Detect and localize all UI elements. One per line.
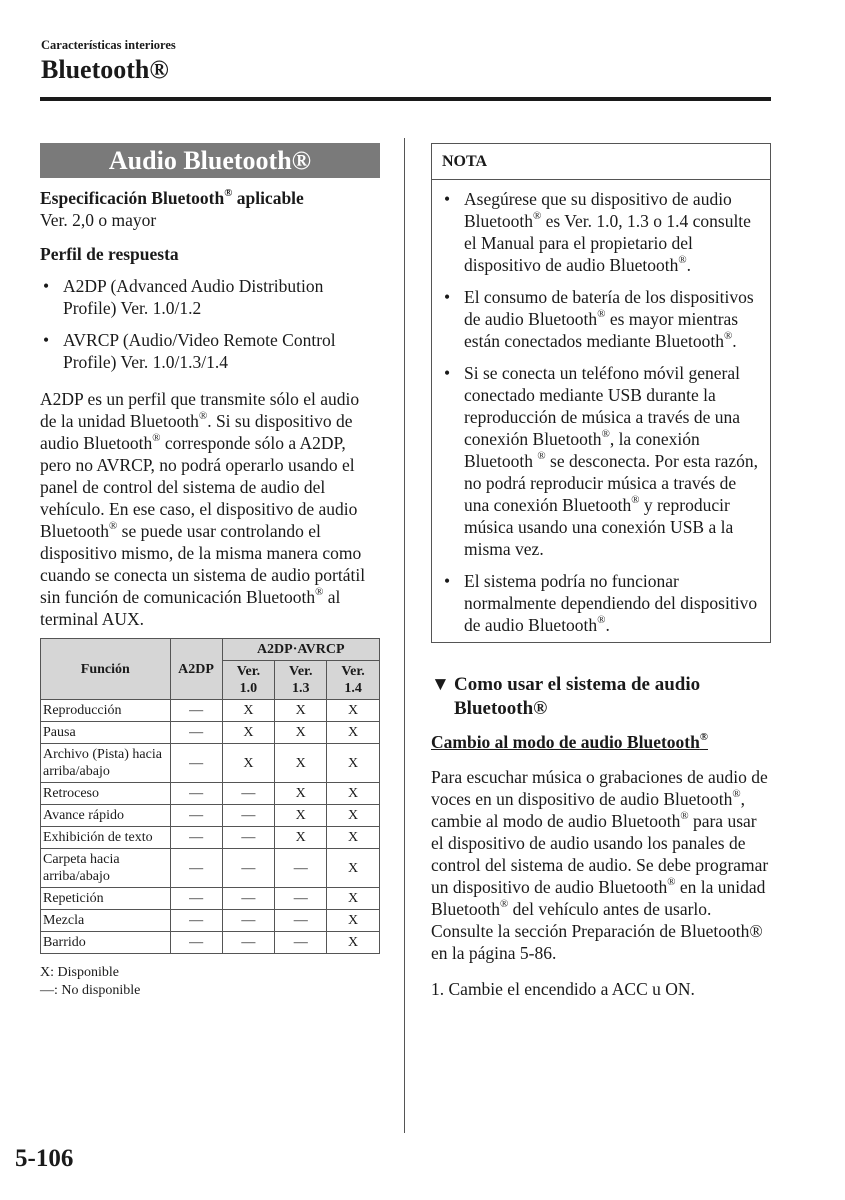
section-banner: Audio Bluetooth® bbox=[40, 143, 380, 178]
section-label: Características interiores bbox=[41, 38, 176, 52]
table-row: Exhibición de texto — — X X bbox=[41, 827, 380, 849]
step-1: 1. Cambie el encendido a ACC u ON. bbox=[431, 979, 695, 999]
table-row: Mezcla — — — X bbox=[41, 910, 380, 932]
how-to-heading: ▼ Como usar el sistema de audio Bluetooth® bbox=[431, 674, 701, 719]
consult-paragraph: Consulte la sección Preparación de Bluetooth® en la página 5-86. bbox=[431, 921, 763, 963]
table-header-ver: Ver. 1.3 bbox=[275, 661, 327, 700]
note-box bbox=[431, 143, 771, 643]
table-row: Carpeta hacia arriba/abajo — — — X bbox=[41, 849, 380, 888]
function-table bbox=[40, 638, 380, 954]
table-row: Pausa — X X X bbox=[41, 722, 380, 744]
profile-heading: Perfil de respuesta bbox=[40, 244, 179, 264]
mode-change-heading: Cambio al modo de audio Bluetooth® bbox=[431, 730, 708, 752]
table-header-ver: Ver. 1.0 bbox=[222, 661, 275, 700]
table-row: Retroceso — — X X bbox=[41, 783, 380, 805]
column-divider bbox=[404, 138, 405, 1133]
legend-unavailable: —: No disponible bbox=[40, 983, 141, 998]
list-item: • A2DP (Advanced Audio Distribution Profile) Ver. 1.0/1.2 bbox=[43, 276, 324, 318]
page-title: Bluetooth® bbox=[41, 55, 169, 84]
list-item: • Si se conecta un teléfono móvil general conectado mediante USB durante la reproducción de música a través de una conexión Bluetooth®, la conexión Bluetooth ® se desconecta. Por esta razón, no podrá reproducir música a través de una conexión Bluetooth® y reproducir música usando una conexión USB a la misma vez. bbox=[444, 363, 758, 559]
table-row: Barrido — — — X bbox=[41, 932, 380, 954]
note-list bbox=[432, 188, 770, 642]
table-header-ver: Ver. 1.4 bbox=[327, 661, 380, 700]
table-row: Avance rápido — — X X bbox=[41, 805, 380, 827]
triangle-down-icon: ▼ bbox=[431, 674, 450, 695]
profile-list bbox=[40, 275, 380, 373]
legend-available: X: Disponible bbox=[40, 965, 119, 980]
page-number: 5-106 bbox=[15, 1145, 74, 1172]
table-header-a2dp: A2DP bbox=[170, 639, 222, 700]
spec-heading: Especificación Bluetooth® aplicable bbox=[40, 186, 304, 208]
list-item: • El sistema podría no funcionar normalmente dependiendo del dispositivo de audio Bluetooth®. bbox=[444, 571, 758, 635]
mode-change-paragraph: Para escuchar música o grabaciones de audio de voces en un dispositivo de audio Bluetooth®, cambie al modo de audio Bluetooth® para usar el dispositivo de audio usando los panales de control del sistema de audio. Se debe programar un dispositivo de audio Bluetooth® en la unidad Bluetooth® del vehículo antes de usarlo. bbox=[431, 767, 769, 919]
header-rule bbox=[40, 97, 771, 101]
a2dp-paragraph: A2DP es un perfil que transmite sólo el audio de la unidad Bluetooth®. Si su dispositivo de audio Bluetooth® corresponde sólo a A2DP, pero no AVRCP, no podrá operarlo usando el panel de control del sistema de audio del vehículo. En ese caso, el dispositivo de audio Bluetooth® se puede usar controlando el dispositivo mismo, de la misma manera como cuando se conecta un sistema de audio portátil sin función de comunicación Bluetooth® al terminal AUX. bbox=[40, 389, 366, 629]
table-legend bbox=[40, 964, 380, 1000]
list-item: • Asegúrese que su dispositivo de audio Bluetooth® es Ver. 1.0, 1.3 o 1.4 consulte el Manual para el propietario del dispositivo de audio Bluetooth®. bbox=[444, 189, 751, 275]
table-row: Reproducción — X X X bbox=[41, 700, 380, 722]
table-row: Repetición — — — X bbox=[41, 888, 380, 910]
note-title: NOTA bbox=[432, 144, 770, 180]
list-item: • AVRCP (Audio/Video Remote Control Profile) Ver. 1.0/1.3/1.4 bbox=[43, 330, 336, 372]
right-column bbox=[431, 143, 771, 1000]
spec-value: Ver. 2,0 o mayor bbox=[40, 210, 157, 230]
list-item: • El consumo de batería de los dispositivos de audio Bluetooth® es mayor mientras están conectados mediante Bluetooth®. bbox=[444, 287, 754, 351]
table-header-function: Función bbox=[41, 639, 171, 700]
table-header-group: A2DP·AVRCP bbox=[222, 639, 379, 661]
table-row: Archivo (Pista) hacia arriba/abajo — X X X bbox=[41, 744, 380, 783]
left-column bbox=[40, 143, 380, 1000]
